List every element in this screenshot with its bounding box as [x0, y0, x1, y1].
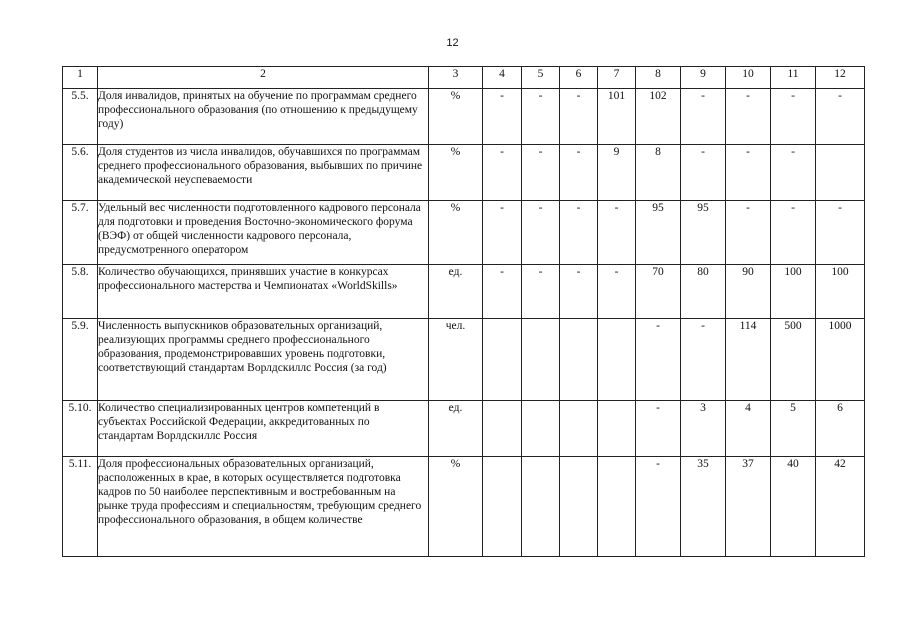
unit-cell: %	[429, 457, 483, 557]
value-cell: 42	[816, 457, 865, 557]
column-header: 7	[598, 67, 636, 89]
column-header: 12	[816, 67, 865, 89]
row-number: 5.10.	[63, 401, 98, 457]
value-cell: -	[522, 265, 560, 319]
column-header: 9	[681, 67, 726, 89]
value-cell: -	[726, 145, 771, 201]
value-cell: 35	[681, 457, 726, 557]
value-cell: 100	[816, 265, 865, 319]
value-cell: 37	[726, 457, 771, 557]
table-row	[63, 145, 865, 201]
value-cell: -	[483, 265, 522, 319]
value-cell: 4	[726, 401, 771, 457]
value-cell: -	[636, 457, 681, 557]
value-cell	[483, 401, 522, 457]
value-cell: 3	[681, 401, 726, 457]
indicator-description: Численность выпускников образовательных организаций, реализующих программы среднего профессионального образования, продемонстрировавших уровень подготовки, соответствующий стандартам Ворлдскиллс Россия (за год)	[98, 319, 429, 401]
value-cell: 100	[771, 265, 816, 319]
value-cell	[598, 319, 636, 401]
value-cell: -	[636, 401, 681, 457]
value-cell: -	[771, 145, 816, 201]
column-header: 8	[636, 67, 681, 89]
row-number: 5.8.	[63, 265, 98, 319]
value-cell: -	[681, 145, 726, 201]
row-number: 5.6.	[63, 145, 98, 201]
value-cell	[522, 319, 560, 401]
value-cell: 6	[816, 401, 865, 457]
row-number: 5.11.	[63, 457, 98, 557]
row-number: 5.9.	[63, 319, 98, 401]
value-cell	[483, 319, 522, 401]
header-row	[63, 67, 865, 89]
table-row	[63, 89, 865, 145]
value-cell: -	[598, 265, 636, 319]
column-header: 1	[63, 67, 98, 89]
indicator-description: Доля инвалидов, принятых на обучение по программам среднего профессионального образования (по отношению к предыдущему году)	[98, 89, 429, 145]
value-cell: -	[598, 201, 636, 265]
value-cell: -	[816, 201, 865, 265]
indicator-description: Удельный вес численности подготовленного кадрового персонала для подготовки и проведения Восточно-экономического форума (ВЭФ) от общей численности кадрового персонала, предусмотренного оператором	[98, 201, 429, 265]
value-cell: -	[483, 201, 522, 265]
value-cell	[522, 401, 560, 457]
table-row	[63, 457, 865, 557]
value-cell	[560, 319, 598, 401]
table-row	[63, 201, 865, 265]
value-cell: -	[560, 201, 598, 265]
value-cell: -	[483, 89, 522, 145]
column-header: 5	[522, 67, 560, 89]
value-cell: 90	[726, 265, 771, 319]
value-cell: -	[816, 89, 865, 145]
value-cell	[598, 457, 636, 557]
value-cell: 500	[771, 319, 816, 401]
value-cell: -	[522, 201, 560, 265]
value-cell: -	[681, 89, 726, 145]
column-header: 11	[771, 67, 816, 89]
unit-cell: ед.	[429, 265, 483, 319]
value-cell	[560, 457, 598, 557]
value-cell: 1000	[816, 319, 865, 401]
value-cell: 95	[681, 201, 726, 265]
column-header: 6	[560, 67, 598, 89]
value-cell: -	[522, 145, 560, 201]
value-cell: -	[771, 89, 816, 145]
value-cell: 40	[771, 457, 816, 557]
column-header: 2	[98, 67, 429, 89]
value-cell: -	[636, 319, 681, 401]
page-number: 12	[446, 37, 459, 49]
value-cell: -	[483, 145, 522, 201]
value-cell	[598, 401, 636, 457]
value-cell: -	[522, 89, 560, 145]
indicators-table	[62, 66, 865, 557]
value-cell: 70	[636, 265, 681, 319]
value-cell: -	[560, 265, 598, 319]
value-cell	[816, 145, 865, 201]
row-number: 5.5.	[63, 89, 98, 145]
value-cell: 95	[636, 201, 681, 265]
value-cell	[522, 457, 560, 557]
value-cell: 101	[598, 89, 636, 145]
value-cell: 102	[636, 89, 681, 145]
indicator-description: Доля студентов из числа инвалидов, обучавшихся по программам среднего профессионального образования, выбывших по причине академической неуспеваемости	[98, 145, 429, 201]
value-cell: -	[560, 89, 598, 145]
column-header: 3	[429, 67, 483, 89]
table-row	[63, 319, 865, 401]
value-cell: 9	[598, 145, 636, 201]
column-header: 10	[726, 67, 771, 89]
value-cell: 80	[681, 265, 726, 319]
unit-cell: чел.	[429, 319, 483, 401]
value-cell: -	[726, 201, 771, 265]
value-cell: -	[771, 201, 816, 265]
table-row	[63, 401, 865, 457]
value-cell: -	[681, 319, 726, 401]
value-cell: -	[560, 145, 598, 201]
unit-cell: %	[429, 89, 483, 145]
value-cell: 5	[771, 401, 816, 457]
row-number: 5.7.	[63, 201, 98, 265]
value-cell: -	[726, 89, 771, 145]
indicator-description: Количество обучающихся, принявших участие в конкурсах профессионального мастерства и Чемпионатах «WorldSkills»	[98, 265, 429, 319]
value-cell	[560, 401, 598, 457]
value-cell	[483, 457, 522, 557]
unit-cell: %	[429, 201, 483, 265]
table-row	[63, 265, 865, 319]
column-header: 4	[483, 67, 522, 89]
indicator-description: Доля профессиональных образовательных организаций, расположенных в крае, в которых осуществляется подготовка кадров по 50 наиболее перспективным и востребованным на рынке труда профессиям и специальностям, требующим среднего профессионального образования, в общем количестве	[98, 457, 429, 557]
unit-cell: %	[429, 145, 483, 201]
value-cell: 114	[726, 319, 771, 401]
value-cell: 8	[636, 145, 681, 201]
indicator-description: Количество специализированных центров компетенций в субъектах Российской Федерации, аккредитованных по стандартам Ворлдскиллс Россия	[98, 401, 429, 457]
unit-cell: ед.	[429, 401, 483, 457]
